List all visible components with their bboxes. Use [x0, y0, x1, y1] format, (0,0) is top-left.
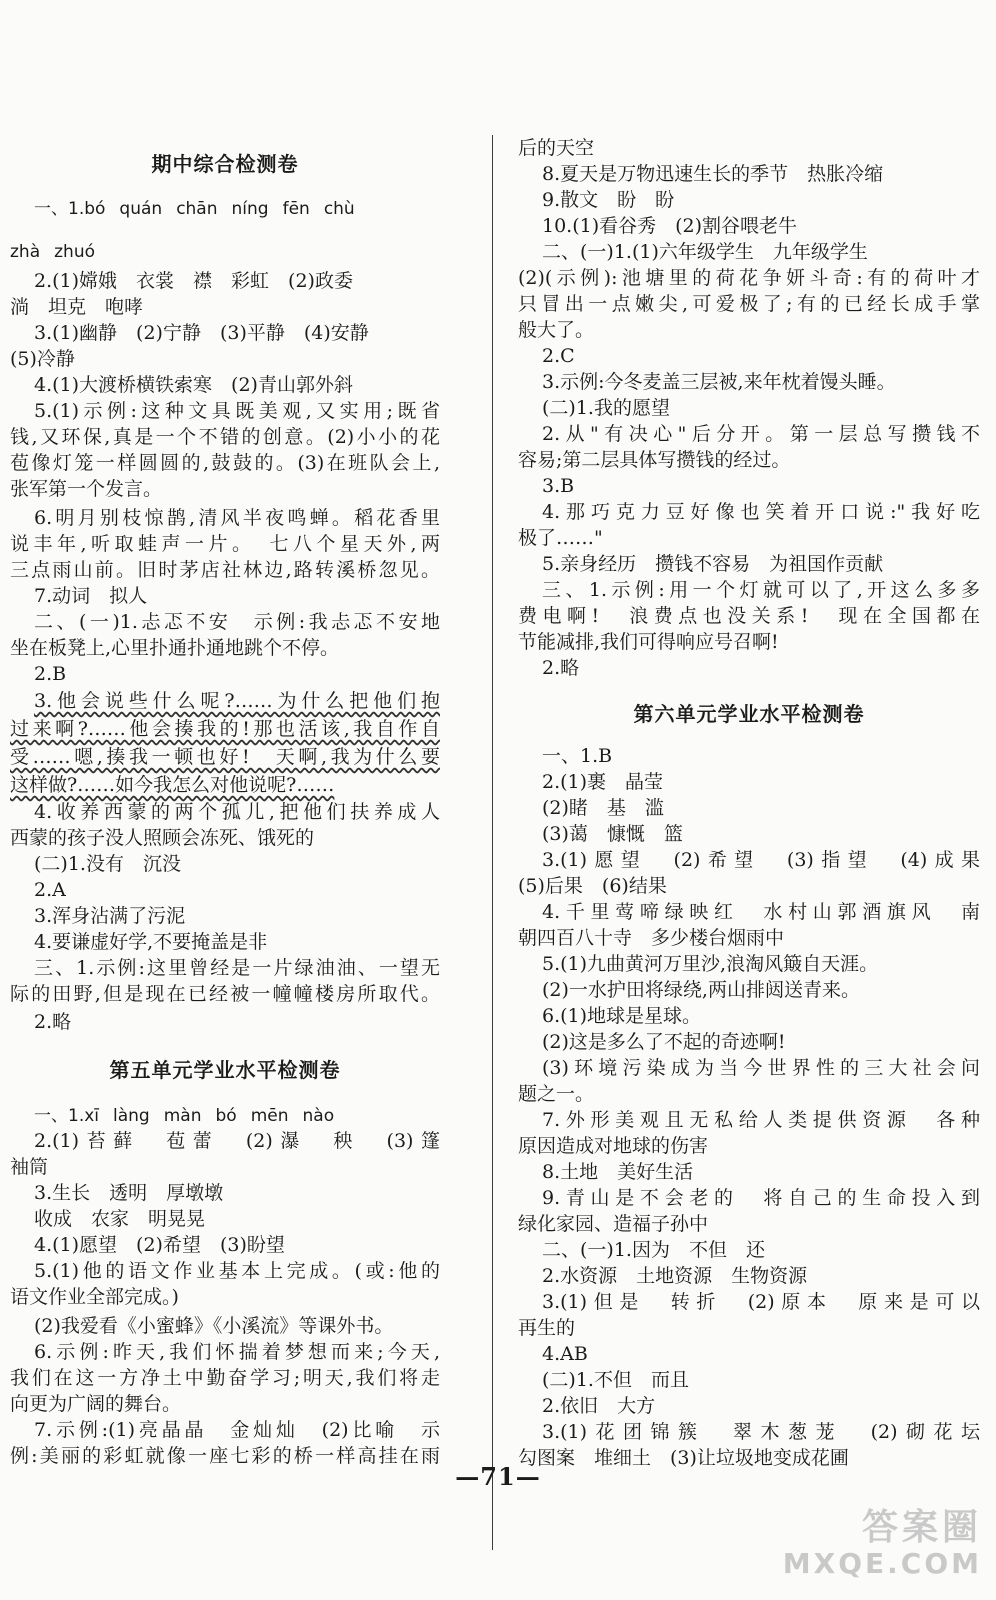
answer-line: (2)(示例):池塘里的荷花争妍斗奇:有的荷叶才	[518, 267, 980, 289]
answer-line: 5.(1)九曲黄河万里沙,浪淘风簸自天涯。	[542, 953, 879, 975]
answer-line: 5.亲身经历 攒钱不容易 为祖国作贡献	[542, 553, 884, 575]
section-title-unit5: 第五单元学业水平检测卷	[109, 1058, 341, 1082]
pinyin-row: zhà zhuó	[10, 242, 95, 262]
pinyin-row: 一、1.bó quán chān níng fēn chù	[34, 199, 355, 219]
answer-line: 三、1.示例:用一个灯就可以了,开这么多多	[542, 579, 980, 601]
answer-line: 向更为广阔的舞台。	[10, 1393, 182, 1415]
answer-line: 4.收养西蒙的两个孤儿,把他们扶养成人	[34, 801, 440, 823]
answer-line: 后的天空	[518, 137, 595, 159]
answer-line: 西蒙的孩子没人照顾会冻死、饿死的	[10, 827, 315, 849]
wavy-line: 3.他会说些什么呢?……为什么把他们抱	[34, 690, 440, 712]
answer-line: 语文作业全部完成。)	[10, 1286, 179, 1308]
answer-line: 说丰年,听取蛙声一片。 七八个星天外,两	[10, 533, 440, 555]
answer-line: 4.要谦虚好学,不要掩盖是非	[34, 931, 268, 953]
answer-line: 三点雨山前。旧时茅店社林边,路转溪桥忽见。	[10, 559, 440, 581]
answer-line: 苞像灯笼一样圆圆的,鼓鼓的。(3)在班队会上,	[10, 452, 440, 474]
answer-line: 二、(一)1.忐忑不安 示例:我忐忑不安地	[34, 611, 440, 633]
answer-line: 4.(1)大渡桥横铁索寒 (2)青山郭外斜	[34, 374, 353, 396]
answer-line: 6.(1)地球是星球。	[542, 1005, 702, 1027]
answer-line: 2.(1)苔藓 苞蕾 (2)瀑 秧 (3)篷	[34, 1130, 440, 1152]
answer-line: 一、1.B	[542, 745, 613, 767]
answer-line: (2)一水护田将绿绕,两山排闼送青来。	[542, 979, 860, 1001]
answer-line: 3.B	[542, 475, 575, 497]
answer-line: 淌 坦克 咆哮	[10, 296, 144, 318]
answer-line: 张军第一个发言。	[10, 478, 163, 500]
answer-line: 9.青山是不会老的 将自己的生命投入到	[542, 1187, 980, 1209]
wavy-line: 受……嗯,揍我一顿也好! 天啊,我为什么要	[10, 746, 440, 768]
answer-line: 4.(1)愿望 (2)希望 (3)盼望	[34, 1234, 285, 1256]
answer-line: 我们在这一方净土中勤奋学习;明天,我们将走	[10, 1367, 440, 1389]
wavy-line: 过来啊?……他会揍我的!那也活该,我自作自	[10, 718, 440, 740]
answer-line: 7.动词 拟人	[34, 585, 148, 607]
answer-line: 题之一。	[518, 1083, 595, 1105]
answer-line: 钱,又环保,真是一个不错的创意。(2)小小的花	[10, 426, 440, 448]
page-number: —71—	[455, 1462, 541, 1491]
answer-line: (5)后果 (6)结果	[518, 875, 667, 897]
answer-line: 9.散文 盼 盼	[542, 189, 675, 211]
section-title-unit6: 第六单元学业水平检测卷	[633, 702, 865, 726]
answer-line: 节能减排,我们可得响应号召啊!	[518, 631, 779, 653]
watermark-logo	[782, 1508, 982, 1580]
answer-line: 3.(1)但是 转折 (2)原本 原来是可以	[542, 1291, 980, 1313]
answer-line: 2.C	[542, 345, 575, 367]
answer-line: 2.B	[34, 663, 67, 685]
answer-line: 3.(1)幽静 (2)宁静 (3)平静 (4)安静	[34, 322, 369, 344]
answer-line: 2.从"有决心"后分开。第一层总写攒钱不	[542, 423, 980, 445]
answer-line: 例:美丽的彩虹就像一座七彩的桥一样高挂在雨	[10, 1445, 440, 1467]
answer-line: 7.外形美观且无私给人类提供资源 各种	[542, 1109, 980, 1131]
answer-line: 绿化家园、造福子孙中	[518, 1213, 709, 1235]
section-title-midterm: 期中综合检测卷	[151, 152, 299, 176]
answer-line: 坐在板凳上,心里扑通扑通地跳个不停。	[10, 637, 340, 659]
answer-line: 5.(1)他的语文作业基本上完成。(或:他的	[34, 1260, 440, 1282]
answer-line: 二、(一)1.(1)六年级学生 九年级学生	[542, 241, 868, 263]
answer-line: 3.(1)愿望 (2)希望 (3)指望 (4)成果	[542, 849, 980, 871]
answer-line: 2.略	[542, 657, 580, 679]
answer-line: 2.略	[34, 1011, 72, 1033]
answer-line: 3.示例:今冬麦盖三层被,来年枕着馒头睡。	[542, 371, 896, 393]
answer-line: 2.(1)裹 晶莹	[542, 771, 664, 793]
answer-line: 2.依旧 大方	[542, 1395, 656, 1417]
answer-line: 极了……"	[518, 527, 603, 549]
answer-line: 再生的	[518, 1317, 576, 1339]
watermark-text-bottom: MXQE.COM	[782, 1547, 982, 1580]
answer-line: 二、(一)1.因为 不但 还	[542, 1239, 765, 1261]
answer-line: 只冒出一点嫩尖,可爱极了;有的已经长成手掌	[518, 293, 980, 315]
answer-line: 朝四百八十寺 多少楼台烟雨中	[518, 927, 785, 949]
answer-line: 袖筒	[10, 1156, 49, 1178]
answer-line: 勾图案 堆细土 (3)让垃圾地变成花圃	[518, 1447, 849, 1469]
answer-line: 般大了。	[518, 319, 595, 341]
answer-line: 8.土地 美好生活	[542, 1161, 694, 1183]
answer-line: (2)睹 基 滥	[542, 797, 664, 819]
answer-line: 3.(1)花团锦簇 翠木葱茏 (2)砌花坛	[542, 1421, 980, 1443]
answer-line: (二)1.没有 沉没	[34, 853, 181, 875]
answer-line: (2)这是多么了不起的奇迹啊!	[542, 1031, 786, 1053]
answer-line: 三、1.示例:这里曾经是一片绿油油、一望无	[34, 957, 440, 979]
answer-line: (二)1.不但 而且	[542, 1369, 689, 1391]
answer-line: 2.水资源 土地资源 生物资源	[542, 1265, 808, 1287]
answer-line: 际的田野,但是现在已经被一幢幢楼房所取代。	[10, 983, 440, 1005]
watermark-text-top: 答案圈	[861, 1507, 982, 1548]
answer-line: 4.AB	[542, 1343, 588, 1365]
answer-line: 4.那巧克力豆好像也笑着开口说:"我好吃	[542, 501, 980, 523]
answer-line: 8.夏天是万物迅速生长的季节 热胀冷缩	[542, 163, 884, 185]
answer-line: 2.A	[34, 879, 66, 901]
answer-line: 4.千里莺啼绿映红 水村山郭酒旗风 南	[542, 901, 980, 923]
answer-line: 费电啊! 浪费点也没关系! 现在全国都在	[518, 605, 980, 627]
wavy-line: 这样做?……如今我怎么对他说呢?……	[10, 774, 335, 796]
answer-line: 容易;第二层具体写攒钱的经过。	[518, 449, 791, 471]
answer-line: 7.示例:(1)亮晶晶 金灿灿 (2)比喻 示	[34, 1419, 440, 1441]
answer-line: 10.(1)看谷秀 (2)割谷喂老牛	[542, 215, 798, 237]
answer-line: (3)环境污染成为当今世界性的三大社会问	[542, 1057, 980, 1079]
pinyin-row: 一、1.xī làng màn bó mēn nào	[34, 1106, 335, 1126]
answer-line: 收成 农家 明晃晃	[34, 1208, 206, 1230]
column-divider	[492, 135, 493, 1550]
answer-line: 2.(1)嫦娥 衣裳 襟 彩虹 (2)政委	[34, 270, 353, 292]
answer-line: 3.浑身沾满了污泥	[34, 905, 186, 927]
answer-line: 3.生长 透明 厚墩墩	[34, 1182, 224, 1204]
answer-line: (5)冷静	[10, 348, 75, 370]
answer-line: (3)蔼 慷慨 篮	[542, 823, 683, 845]
answer-line: 6.示例:昨天,我们怀揣着梦想而来;今天,	[34, 1341, 440, 1363]
answer-line: 5.(1)示例:这种文具既美观,又实用;既省	[34, 400, 440, 422]
answer-line: (二)1.我的愿望	[542, 397, 670, 419]
answer-line: (2)我爱看《小蜜蜂》《小溪流》等课外书。	[34, 1315, 394, 1337]
answer-line: 原因造成对地球的伤害	[518, 1135, 709, 1157]
answer-line: 6.明月别枝惊鹊,清风半夜鸣蝉。稻花香里	[34, 507, 440, 529]
